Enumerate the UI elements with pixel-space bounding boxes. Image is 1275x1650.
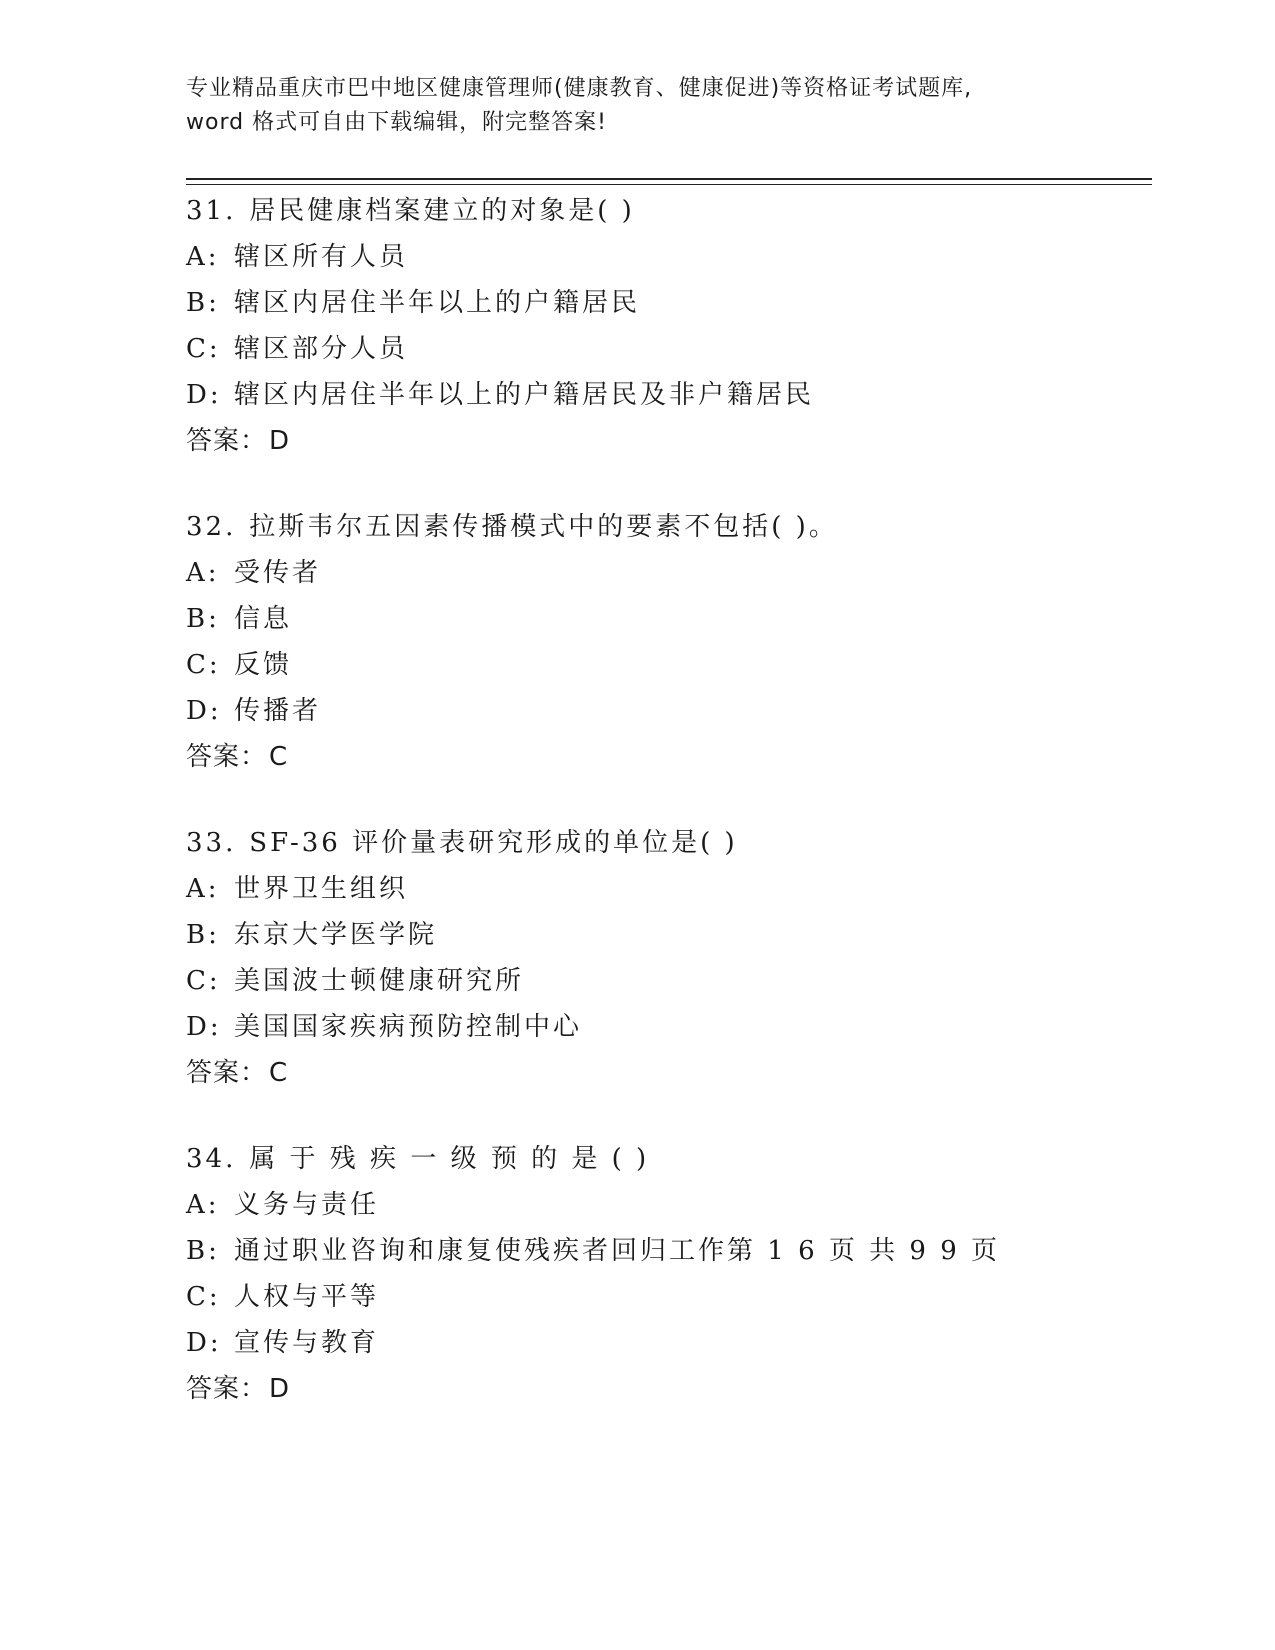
header-divider-bottom	[186, 184, 1152, 185]
option-text: 义务与责任	[234, 1190, 380, 1220]
option-letter: B:	[186, 1236, 220, 1266]
question-34	[186, 1136, 1146, 1412]
answer-label: 答案：	[186, 1058, 268, 1088]
question-stem	[186, 1136, 1146, 1182]
option-b	[186, 280, 1146, 326]
option-a	[186, 1182, 1146, 1228]
answer-label: 答案：	[186, 426, 268, 456]
question-text: SF-36 评价量表研究形成的单位是( )	[249, 828, 738, 858]
question-stem	[186, 820, 1146, 866]
option-b	[186, 1228, 1146, 1274]
option-text: 人权与平等	[234, 1282, 380, 1312]
option-d	[186, 1004, 1146, 1050]
option-text: 辖区内居住半年以上的户籍居民及非户籍居民	[234, 380, 815, 410]
option-letter: B:	[186, 288, 220, 318]
option-letter: B:	[186, 920, 220, 950]
question-number: 32.	[186, 512, 237, 542]
question-number: 34.	[186, 1144, 237, 1174]
answer-value: D	[269, 426, 291, 456]
option-text: 传播者	[234, 696, 322, 726]
option-c	[186, 958, 1146, 1004]
option-a	[186, 234, 1146, 280]
option-c	[186, 326, 1146, 372]
option-letter: C:	[186, 966, 221, 996]
option-letter: C:	[186, 650, 221, 680]
option-text: 受传者	[234, 558, 322, 588]
answer-line	[186, 1366, 1146, 1412]
question-text: 居民健康档案建立的对象是( )	[249, 196, 635, 226]
answer-value: D	[269, 1374, 291, 1404]
option-c	[186, 1274, 1146, 1320]
option-letter: D:	[186, 380, 222, 410]
option-letter: D:	[186, 1012, 222, 1042]
option-letter: C:	[186, 1282, 221, 1312]
option-text: 反馈	[234, 650, 293, 680]
option-letter: A:	[186, 874, 220, 904]
question-list	[186, 188, 1146, 1452]
option-text: 美国波士顿健康研究所	[234, 966, 525, 996]
header-divider-top	[186, 178, 1152, 180]
option-text: 辖区部分人员	[234, 334, 409, 364]
option-d	[186, 1320, 1146, 1366]
header-line-2: word 格式可自由下载编辑，附完整答案!	[186, 110, 607, 135]
option-b	[186, 912, 1146, 958]
question-32	[186, 504, 1146, 780]
answer-label: 答案：	[186, 742, 268, 772]
question-31	[186, 188, 1146, 464]
option-b	[186, 596, 1146, 642]
answer-value: C	[269, 742, 289, 772]
option-letter: A:	[186, 558, 220, 588]
option-letter: B:	[186, 604, 220, 634]
option-letter: D:	[186, 696, 222, 726]
option-text: 辖区所有人员	[234, 242, 409, 272]
option-letter: A:	[186, 1190, 220, 1220]
header-line-1: 专业精品重庆市巴中地区健康管理师(健康教育、健康促进)等资格证考试题库,	[186, 76, 973, 101]
answer-line	[186, 1050, 1146, 1096]
option-letter: A:	[186, 242, 220, 272]
document-header	[186, 72, 1086, 140]
answer-line	[186, 418, 1146, 464]
option-text: 信息	[234, 604, 293, 634]
option-text: 美国国家疾病预防控制中心	[234, 1012, 583, 1042]
option-letter: D:	[186, 1328, 222, 1358]
option-d	[186, 688, 1146, 734]
answer-label: 答案：	[186, 1374, 268, 1404]
question-33	[186, 820, 1146, 1096]
option-a	[186, 550, 1146, 596]
option-text: 宣传与教育	[234, 1328, 380, 1358]
question-text: 拉斯韦尔五因素传播模式中的要素不包括( )。	[249, 512, 838, 542]
option-c	[186, 642, 1146, 688]
option-d	[186, 372, 1146, 418]
answer-line	[186, 734, 1146, 780]
question-stem	[186, 188, 1146, 234]
answer-value: C	[269, 1058, 289, 1088]
question-text: 属 于 残 疾 一 级 预 的 是 ( )	[249, 1144, 650, 1174]
option-text: 通过职业咨询和康复使残疾者回归工作第 1 6 页 共 9 9 页	[234, 1236, 1001, 1266]
option-text: 辖区内居住半年以上的户籍居民	[234, 288, 641, 318]
option-text: 世界卫生组织	[234, 874, 409, 904]
option-text: 东京大学医学院	[234, 920, 438, 950]
option-letter: C:	[186, 334, 221, 364]
option-a	[186, 866, 1146, 912]
question-number: 33.	[186, 828, 237, 858]
question-number: 31.	[186, 196, 237, 226]
question-stem	[186, 504, 1146, 550]
